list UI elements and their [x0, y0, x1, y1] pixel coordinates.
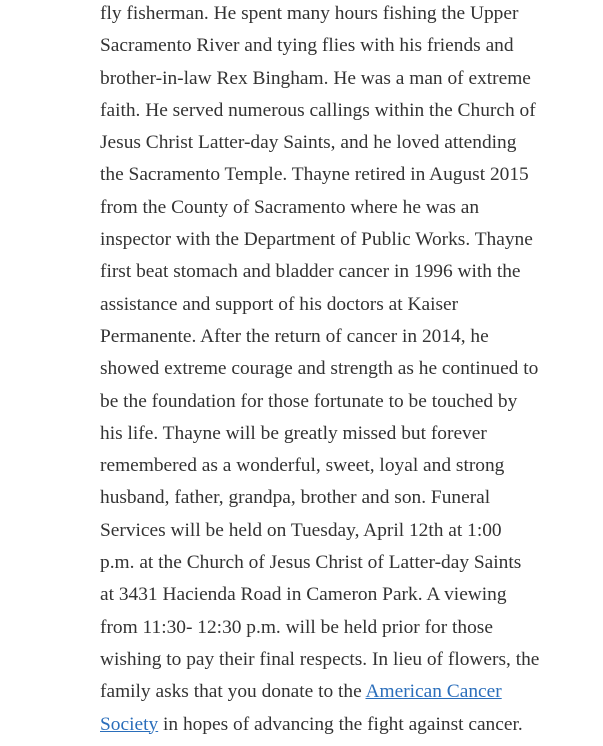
text-line: Sacramento River and tying flies with his friends and — [100, 35, 514, 57]
text-line: his life. Thayne will be greatly missed but forever — [100, 422, 487, 444]
text-line: first beat stomach and bladder cancer in 1996 with the — [100, 261, 521, 283]
text-line: at 3431 Hacienda Road in Cameron Park. A viewing — [100, 584, 507, 606]
text-line: wishing to pay their final respects. In lieu of flowers, the — [100, 648, 540, 670]
text-line: be the foundation for those fortunate to be touched by — [100, 390, 518, 412]
text-line: the Sacramento Temple. Thayne retired in August 2015 — [100, 164, 529, 186]
text-line: Services will be held on Tuesday, April 12th at 1:00 — [100, 519, 502, 541]
text-line: husband, father, grandpa, brother and son. Funeral — [100, 487, 491, 509]
text-line: inspector with the Department of Public Works. Thayne — [100, 229, 533, 251]
text-line: remembered as a wonderful, sweet, loyal and strong — [100, 455, 505, 477]
text-fragment: in hopes of advancing the fight against cancer. — [158, 713, 523, 735]
text-line: showed extreme courage and strength as he continued to — [100, 358, 539, 380]
american-cancer-society-link[interactable]: American Cancer — [365, 681, 502, 703]
american-cancer-society-link-continued[interactable]: Society — [100, 713, 159, 735]
text-line-with-link — [100, 709, 595, 741]
text-line: brother-in-law Rex Bingham. He was a man of extreme — [100, 67, 531, 89]
text-line-with-link — [100, 676, 595, 708]
text-line: from 11:30- 12:30 p.m. will be held prior for those — [100, 616, 493, 638]
text-fragment: family asks that you donate to the — [100, 681, 366, 703]
text-line: assistance and support of his doctors at Kaiser — [100, 293, 459, 315]
text-line: fly fisherman. He spent many hours fishing the Upper — [100, 3, 519, 24]
text-line: Jesus Christ Latter-day Saints, and he loved attending — [100, 132, 517, 154]
text-line: p.m. at the Church of Jesus Christ of Latter-day Saints — [100, 552, 522, 574]
text-line: from the County of Sacramento where he was an — [100, 196, 480, 218]
text-line: Permanente. After the return of cancer in 2014, he — [100, 325, 489, 347]
text-line: faith. He served numerous callings within the Church of — [100, 99, 536, 121]
obituary-text — [100, 0, 595, 741]
